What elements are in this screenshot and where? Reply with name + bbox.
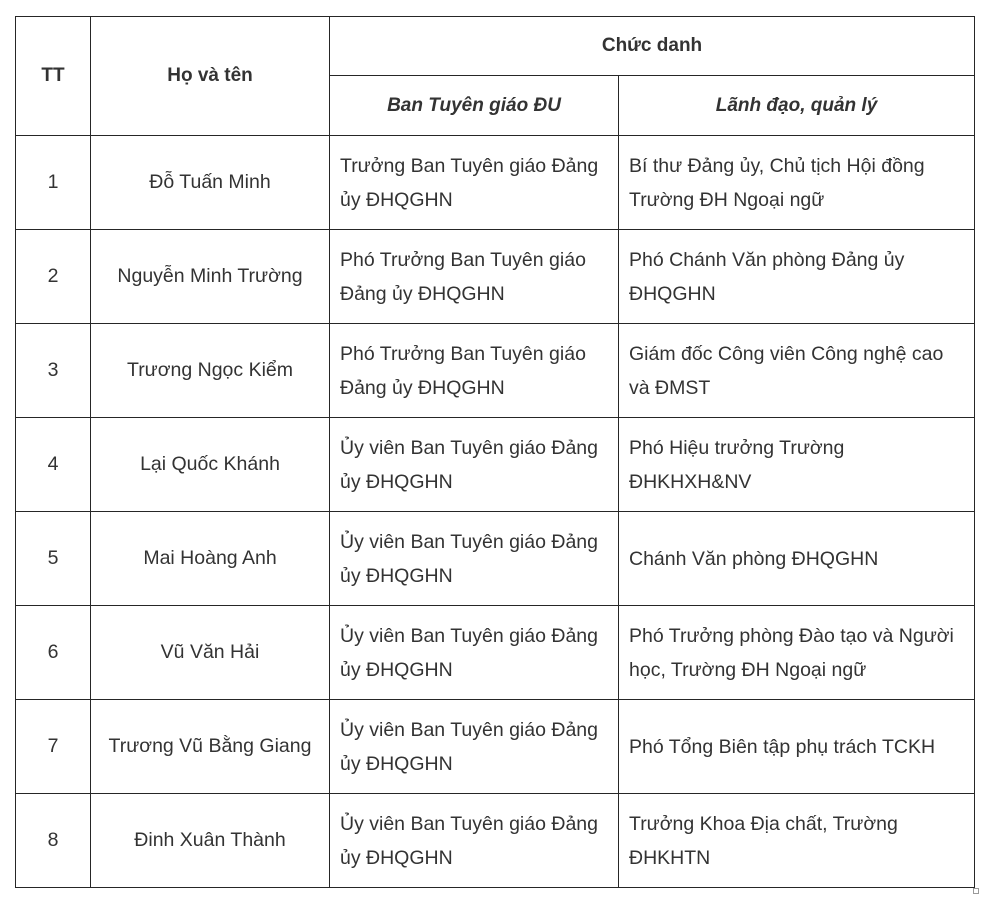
- table-resize-handle[interactable]: [973, 888, 979, 894]
- cell-tt: 1: [16, 136, 91, 230]
- cell-tt: 4: [16, 418, 91, 512]
- cell-tt: 6: [16, 606, 91, 700]
- cell-name: Lại Quốc Khánh: [91, 418, 330, 512]
- table-row: [16, 794, 975, 888]
- table-row: [16, 606, 975, 700]
- cell-board-role: Trưởng Ban Tuyên giáo Đảng ủy ĐHQGHN: [330, 136, 619, 230]
- cell-tt: 5: [16, 512, 91, 606]
- table-row: [16, 230, 975, 324]
- cell-board-role: Ủy viên Ban Tuyên giáo Đảng ủy ĐHQGHN: [330, 606, 619, 700]
- cell-board-role: Ủy viên Ban Tuyên giáo Đảng ủy ĐHQGHN: [330, 700, 619, 794]
- cell-leadership-role: Giám đốc Công viên Công nghệ cao và ĐMST: [619, 324, 975, 418]
- cell-leadership-role: Phó Tổng Biên tập phụ trách TCKH: [619, 700, 975, 794]
- cell-leadership-role: Bí thư Đảng ủy, Chủ tịch Hội đồng Trường ĐH Ngoại ngữ: [619, 136, 975, 230]
- cell-name: Vũ Văn Hải: [91, 606, 330, 700]
- cell-name: Trương Ngọc Kiểm: [91, 324, 330, 418]
- cell-board-role: Ủy viên Ban Tuyên giáo Đảng ủy ĐHQGHN: [330, 794, 619, 888]
- cell-tt: 3: [16, 324, 91, 418]
- cell-tt: 8: [16, 794, 91, 888]
- table-row: [16, 418, 975, 512]
- table-row: [16, 512, 975, 606]
- header-tt: TT: [16, 17, 91, 136]
- cell-board-role: Ủy viên Ban Tuyên giáo Đảng ủy ĐHQGHN: [330, 418, 619, 512]
- cell-name: Nguyễn Minh Trường: [91, 230, 330, 324]
- cell-tt: 2: [16, 230, 91, 324]
- table-row: [16, 700, 975, 794]
- header-name: Họ và tên: [91, 17, 330, 136]
- personnel-table: [15, 16, 975, 888]
- header-row-top: [16, 17, 975, 76]
- cell-leadership-role: Phó Chánh Văn phòng Đảng ủy ĐHQGHN: [619, 230, 975, 324]
- cell-leadership-role: Phó Hiệu trưởng Trường ĐHKHXH&NV: [619, 418, 975, 512]
- cell-name: Đinh Xuân Thành: [91, 794, 330, 888]
- cell-leadership-role: Trưởng Khoa Địa chất, Trường ĐHKHTN: [619, 794, 975, 888]
- cell-board-role: Phó Trưởng Ban Tuyên giáo Đảng ủy ĐHQGHN: [330, 230, 619, 324]
- header-board: Ban Tuyên giáo ĐU: [330, 76, 619, 136]
- cell-leadership-role: Chánh Văn phòng ĐHQGHN: [619, 512, 975, 606]
- cell-name: Đỗ Tuấn Minh: [91, 136, 330, 230]
- cell-board-role: Phó Trưởng Ban Tuyên giáo Đảng ủy ĐHQGHN: [330, 324, 619, 418]
- cell-leadership-role: Phó Trưởng phòng Đào tạo và Người học, Trường ĐH Ngoại ngữ: [619, 606, 975, 700]
- cell-board-role: Ủy viên Ban Tuyên giáo Đảng ủy ĐHQGHN: [330, 512, 619, 606]
- cell-name: Trương Vũ Bằng Giang: [91, 700, 330, 794]
- cell-tt: 7: [16, 700, 91, 794]
- table-row: [16, 324, 975, 418]
- header-leadership: Lãnh đạo, quản lý: [619, 76, 975, 136]
- header-title-group: Chức danh: [330, 17, 975, 76]
- table-row: [16, 136, 975, 230]
- cell-name: Mai Hoàng Anh: [91, 512, 330, 606]
